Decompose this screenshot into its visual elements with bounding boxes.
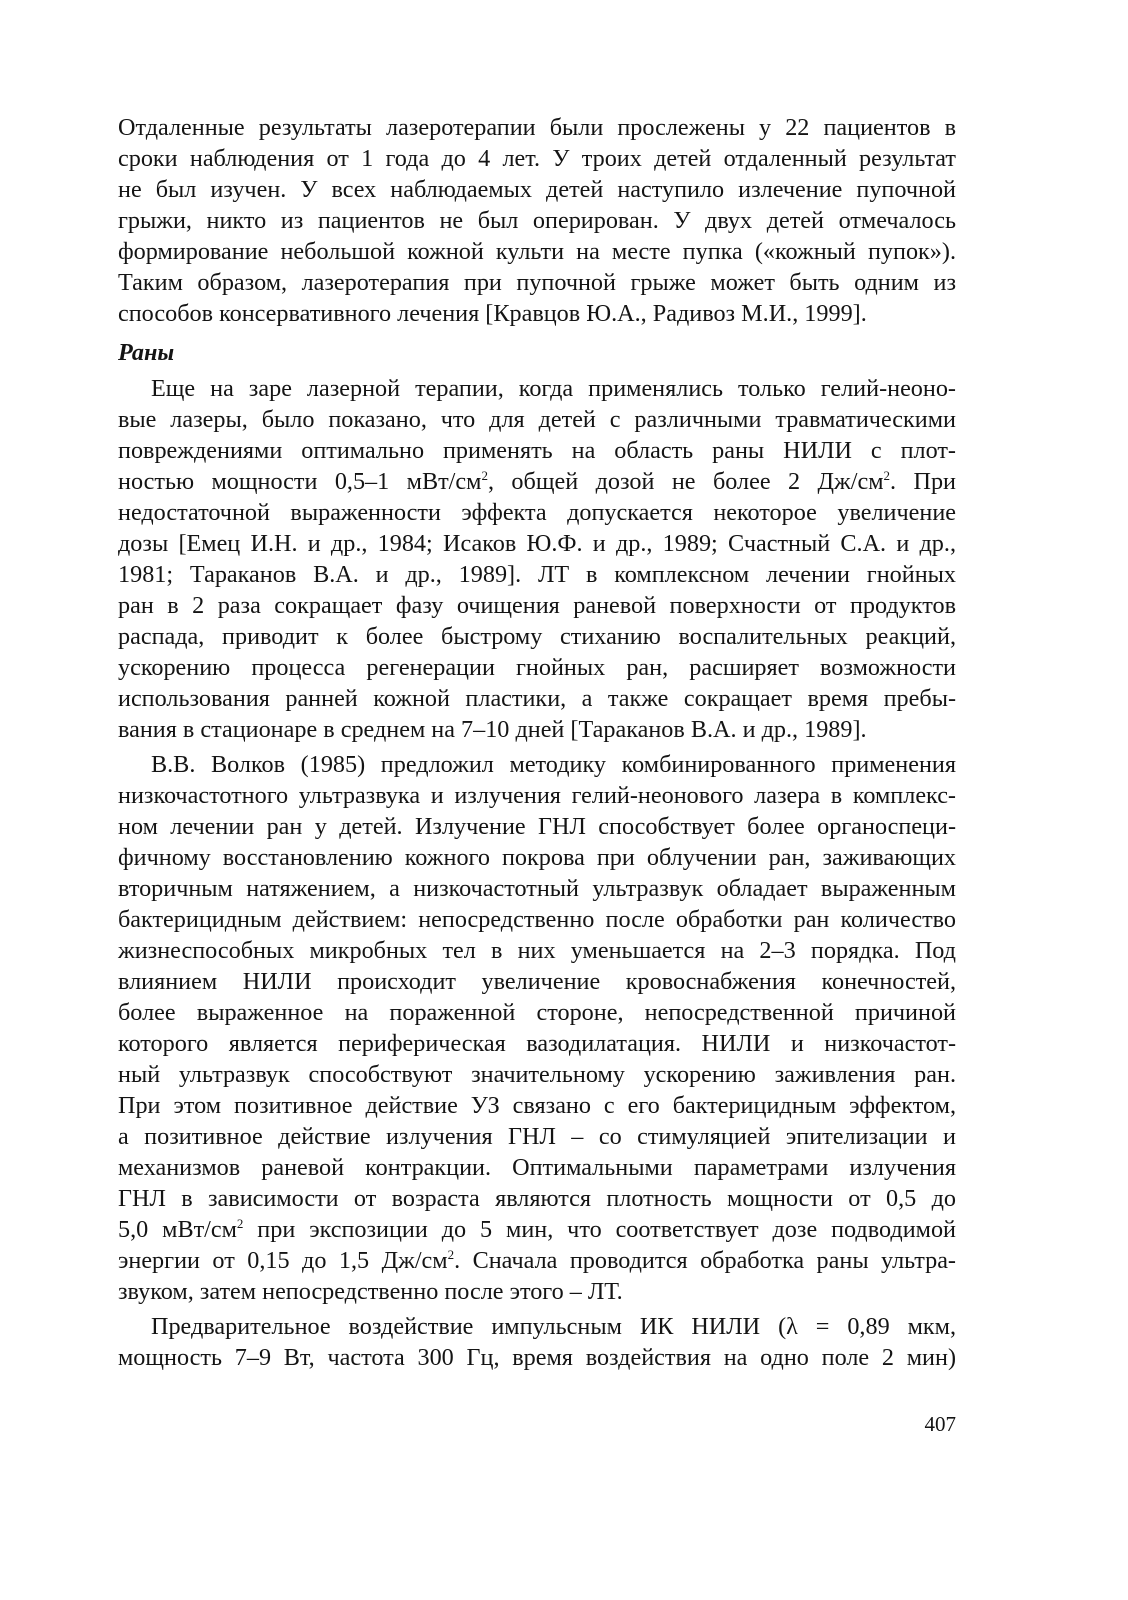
- paragraph-follow-up-results: [118, 112, 956, 329]
- text-line: ГНЛ в зависимости от возраста являются плотность мощности от 0,5 до: [118, 1185, 956, 1212]
- text-line: повреждениями оптимально применять на область раны НИЛИ с плот-: [118, 437, 956, 464]
- text-line: использования ранней кожной пластики, а также сокращает время пребы-: [118, 685, 956, 712]
- text-line: 1981; Тараканов В.А. и др., 1989]. ЛТ в комплексном лечении гнойных: [118, 561, 956, 588]
- text-line: бактерицидным действием: непосредственно после обработки ран количество: [118, 906, 956, 933]
- text-line: фичному восстановлению кожного покрова при облучении ран, заживающих: [118, 844, 956, 871]
- text-line: Отдаленные результаты лазеротерапии были прослежены у 22 пациентов в: [118, 114, 956, 141]
- text-line: В.В. Волков (1985) предложил методику комбинированного применения: [151, 751, 956, 778]
- text-line: вторичным натяжением, а низкочастотный ультразвук обладает выраженным: [118, 875, 956, 902]
- text-line: Предварительное воздействие импульсным ИК НИЛИ (λ = 0,89 мкм,: [151, 1313, 956, 1340]
- text-line: недостаточной выраженности эффекта допускается некоторое увеличение: [118, 499, 956, 526]
- text-line: ном лечении ран у детей. Излучение ГНЛ способствует более органоспеци-: [118, 813, 956, 840]
- text-line: не был изучен. У всех наблюдаемых детей наступило излечение пупочной: [118, 176, 956, 203]
- paragraph-ir-laser: [118, 1311, 956, 1373]
- text-line: способов консервативного лечения [Кравцов Ю.А., Радивоз М.И., 1999].: [118, 300, 867, 327]
- text-line: вые лазеры, было показано, что для детей с различными травматическими: [118, 406, 956, 433]
- text-fragment: при экспозиции до 5 мин, что соответствует дозе подводимой: [243, 1216, 956, 1243]
- text-line: Еще на заре лазерной терапии, когда применялись только гелий-неоно-: [151, 375, 956, 402]
- superscript: 2: [236, 1216, 244, 1231]
- text-line: более выраженное на пораженной стороне, непосредственной причиной: [118, 999, 956, 1026]
- text-line: а позитивное действие излучения ГНЛ – со стимуляцией эпителизации и: [118, 1123, 956, 1150]
- section-heading: Раны: [118, 339, 175, 366]
- paragraph-laser-therapy-wounds: [118, 373, 956, 745]
- superscript: 2: [481, 468, 488, 483]
- text-line: жизнеспособных микробных тел в них уменьшается на 2–3 порядка. Под: [118, 937, 956, 964]
- text-line: [118, 466, 956, 497]
- text-fragment: энергии от 0,15 до 1,5 Дж/см: [118, 1247, 448, 1274]
- text-line: мощность 7–9 Вт, частота 300 Гц, время воздействия на одно поле 2 мин): [118, 1344, 956, 1371]
- superscript: 2: [883, 468, 891, 483]
- paragraph-volkov-method: [118, 749, 956, 1307]
- text-fragment: , общей дозой не более 2 Дж/см: [487, 468, 884, 495]
- text-line: [118, 1245, 956, 1276]
- text-line: При этом позитивное действие УЗ связано с его бактерицидным эффектом,: [118, 1092, 956, 1119]
- page-number: 407: [924, 1412, 956, 1436]
- text-fragment: . При: [890, 468, 956, 495]
- text-line: ран в 2 раза сокращает фазу очищения раневой поверхности от продуктов: [118, 592, 956, 619]
- text-line: [118, 1214, 956, 1245]
- text-line: ный ультразвук способствуют значительному ускорению заживления ран.: [118, 1061, 956, 1088]
- text-line: грыжи, никто из пациентов не был оперирован. У двух детей отмечалось: [118, 207, 956, 234]
- text-line: Таким образом, лазеротерапия при пупочной грыже может быть одним из: [118, 269, 956, 296]
- text-line: дозы [Емец И.Н. и др., 1984; Исаков Ю.Ф. и др., 1989; Счастный С.А. и др.,: [118, 530, 956, 557]
- text-line: ускорению процесса регенерации гнойных ран, расширяет возможности: [118, 654, 956, 681]
- text-fragment: ностью мощности 0,5–1 мВт/см: [118, 468, 482, 495]
- text-line: механизмов раневой контракции. Оптимальными параметрами излучения: [118, 1154, 956, 1181]
- text-line: сроки наблюдения от 1 года до 4 лет. У троих детей отдаленный результат: [118, 145, 956, 172]
- superscript: 2: [447, 1247, 455, 1262]
- text-line: формирование небольшой кожной культи на месте пупка («кожный пупок»).: [118, 238, 956, 265]
- text-line: распада, приводит к более быстрому стиханию воспалительных реакций,: [118, 623, 956, 650]
- text-line: низкочастотного ультразвука и излучения гелий-неонового лазера в комплекс-: [118, 782, 956, 809]
- text-line: которого является периферическая вазодилатация. НИЛИ и низкочастот-: [118, 1030, 956, 1057]
- text-fragment: . Сначала проводится обработка раны ультра-: [454, 1247, 956, 1274]
- text-line: влиянием НИЛИ происходит увеличение кровоснабжения конечностей,: [118, 968, 956, 995]
- text-line: вания в стационаре в среднем на 7–10 дней [Тараканов В.А. и др., 1989].: [118, 716, 867, 743]
- text-fragment: 5,0 мВт/см: [118, 1216, 237, 1243]
- document-page: [118, 112, 956, 1373]
- text-line: звуком, затем непосредственно после этого – ЛТ.: [118, 1278, 623, 1305]
